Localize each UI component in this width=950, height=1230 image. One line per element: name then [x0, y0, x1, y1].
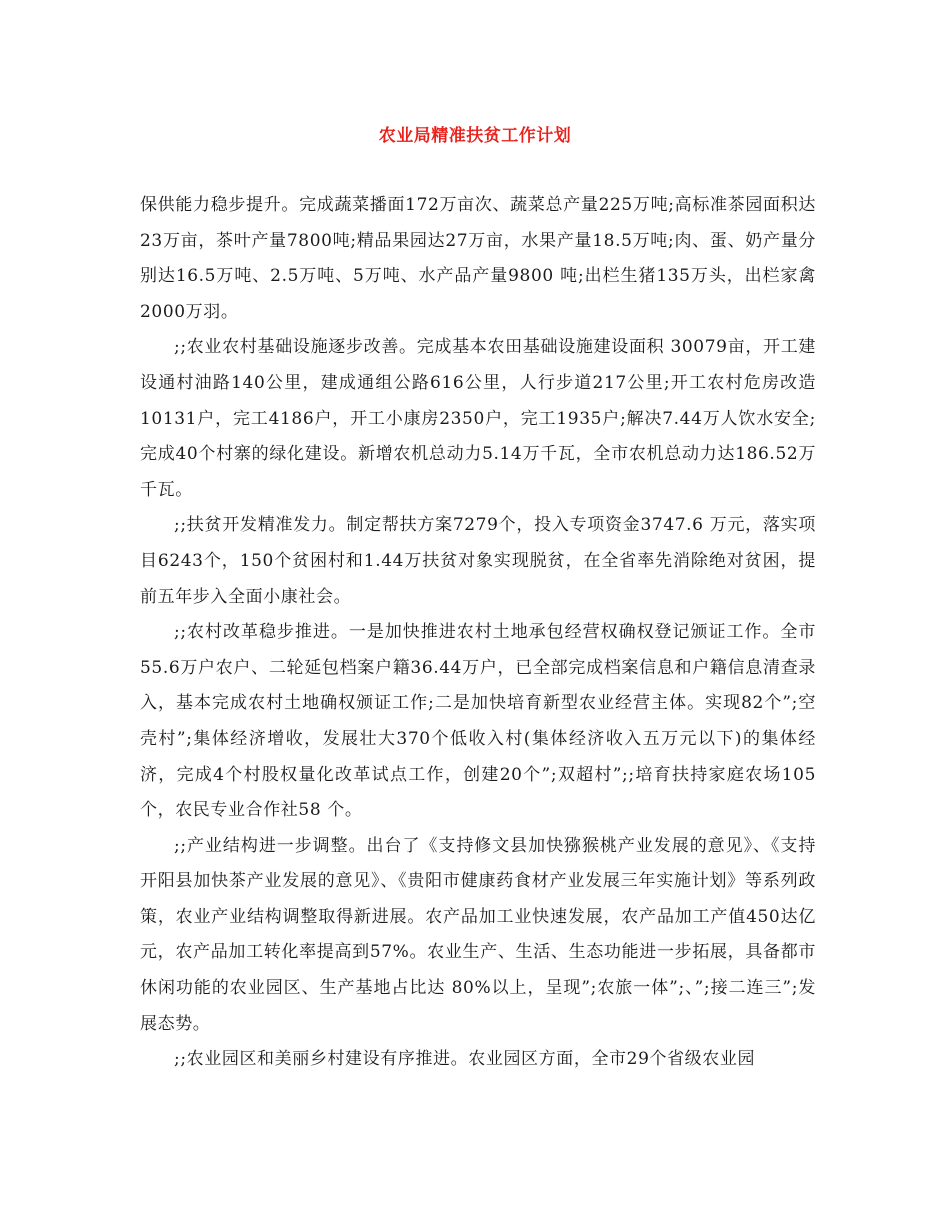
paragraph-infrastructure: ;;农业农村基础设施逐步改善。完成基本农田基础设施建设面积 30079亩，开工建设通村油路140公里，建成通组公路616公里，人行步道217公里;开工农村危房改造10131户，完工4186户，开工小康房2350户，完工1935户;解决7.44万人饮水安全;完成40个村寨的绿化建设。新增农机总动力5.14万千瓦，全市农机总动力达186.52万千瓦。	[140, 337, 816, 500]
document-body	[140, 188, 816, 1078]
paragraph-rural-reform: ;;农村改革稳步推进。一是加快推进农村土地承包经营权确权登记颁证工作。全市55.6万户农户、二轮延包档案户籍36.44万户，已全部完成档案信息和户籍信息清查录入，基本完成农村土地确权颁证工作;二是加快培育新型农业经营主体。实现82个”;空壳村”;集体经济增收，发展壮大370个低收入村(集体经济收入五万元以下)的集体经济，完成4个村股权量化改革试点工作，创建20个”;双超村”;;培育扶持家庭农场105 个，农民专业合作社58 个。	[140, 622, 816, 821]
paragraph-poverty-alleviation: ;;扶贫开发精准发力。制定帮扶方案7279个，投入专项资金3747.6 万元，落实项目6243个，150个贫困村和1.44万扶贫对象实现脱贫，在全省率先消除绝对贫困，提前五年步入全面小康社会。	[140, 515, 816, 607]
document-title: 农业局精准扶贫工作计划	[378, 126, 572, 146]
paragraph-supply-capacity: 保供能力稳步提升。完成蔬菜播面172万亩次、蔬菜总产量225万吨;高标准茶园面积达23万亩，茶叶产量7800吨;精品果园达27万亩，水果产量18.5万吨;肉、蛋、奶产量分别达16.5万吨、2.5万吨、5万吨、水产品产量9800 吨;出栏生猪135万头，出栏家禽2000万羽。	[140, 195, 816, 322]
paragraph-agricultural-parks: ;;农业园区和美丽乡村建设有序推进。农业园区方面，全市29个省级农业园	[174, 1049, 756, 1070]
paragraph-industry-structure: ;;产业结构进一步调整。出台了《支持修文县加快猕猴桃产业发展的意见》、《支持开阳县加快茶产业发展的意见》、《贵阳市健康药食材产业发展三年实施计划》等系列政策，农业产业结构调整取得新进展。农产品加工业快速发展，农产品加工产值450达亿元，农产品加工转化率提高到57%。农业生产、生活、生态功能进一步拓展，具备都市休闲功能的农业园区、生产基地占比达 80%以上，呈现”;农旅一体”;、”;接二连三”;发展态势。	[140, 835, 816, 1034]
